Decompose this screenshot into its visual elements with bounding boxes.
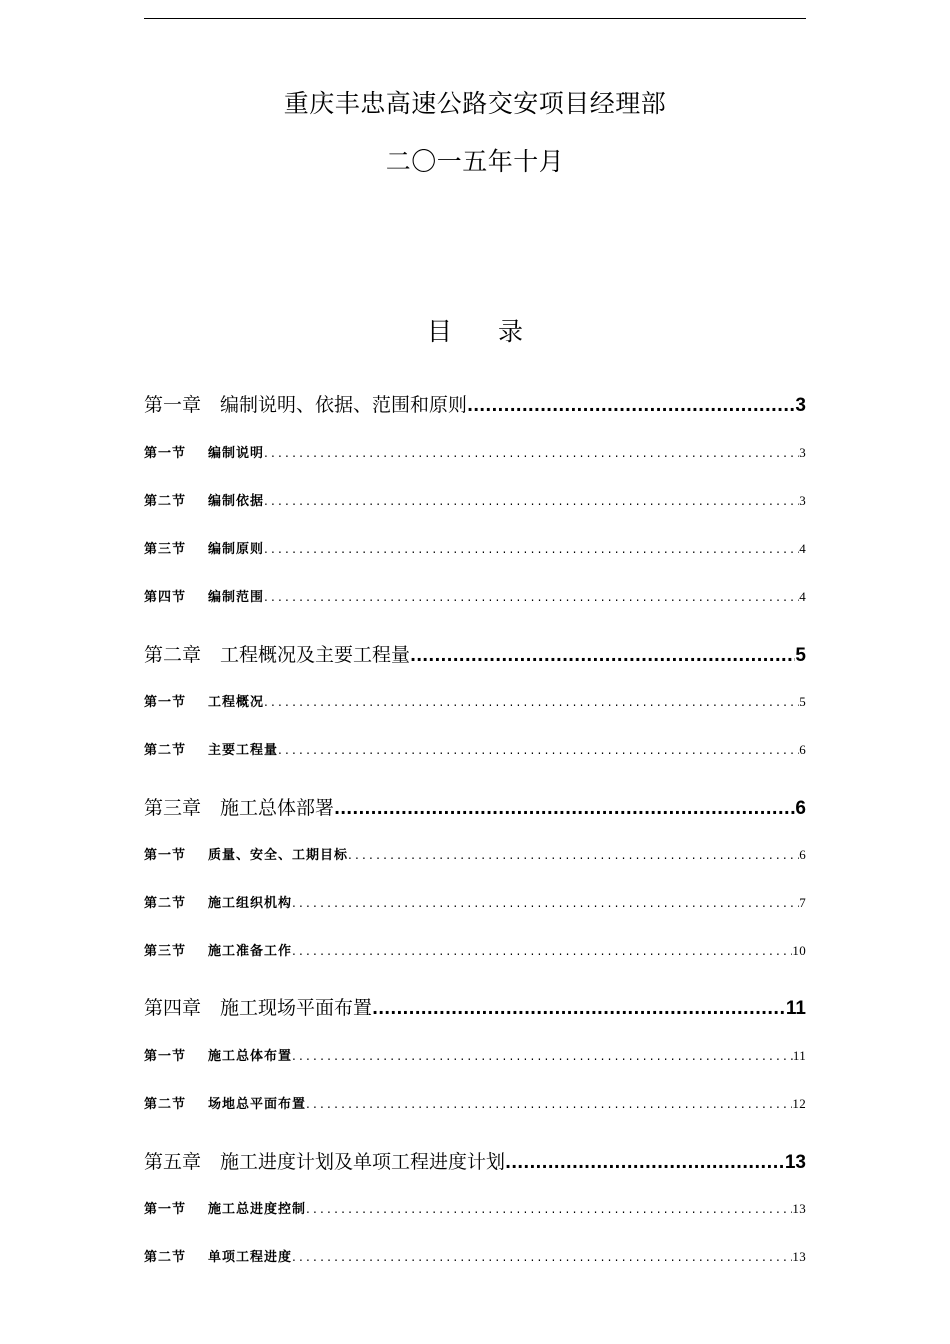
- toc-section-row[interactable]: [144, 1200, 806, 1219]
- toc-chapter-row[interactable]: [144, 643, 806, 668]
- section-page-number: 3: [799, 493, 806, 508]
- dot-leader: [292, 894, 799, 912]
- dot-leader: [292, 1047, 793, 1065]
- section-title: 编制范围: [208, 590, 265, 605]
- section-page-number: 5: [799, 694, 806, 709]
- chapter-number: 第一章: [144, 394, 202, 416]
- section-title: 编制依据: [208, 494, 265, 509]
- toc-section-row[interactable]: [144, 846, 806, 865]
- section-page-number: 4: [799, 541, 806, 556]
- section-number: 第一节: [144, 848, 187, 863]
- organization-name: 重庆丰忠高速公路交安项目经理部: [283, 89, 667, 118]
- section-number: 第一节: [144, 695, 187, 710]
- chapter-title: 编制说明、依据、范围和原则: [220, 394, 468, 416]
- chapter-page-number: 13: [784, 1152, 806, 1173]
- dot-leader: [278, 741, 799, 759]
- chapter-page-number: 6: [795, 798, 806, 819]
- dot-leader: [264, 693, 799, 711]
- section-page-number: 13: [792, 1201, 806, 1216]
- chapter-number: 第五章: [144, 1151, 202, 1173]
- chapter-page-number: 11: [785, 998, 806, 1019]
- document-date: 二〇一五年十月: [385, 147, 565, 176]
- section-title: 单项工程进度: [208, 1250, 293, 1265]
- section-title: 编制原则: [208, 542, 265, 557]
- section-number: 第二节: [144, 743, 187, 758]
- section-page-number: 6: [799, 742, 806, 757]
- dot-leader: [410, 644, 795, 668]
- toc-section-row[interactable]: [144, 894, 806, 913]
- section-title: 质量、安全、工期目标: [208, 848, 349, 863]
- section-page-number: 11: [792, 1048, 806, 1063]
- dot-leader: [264, 588, 799, 606]
- toc-section-row[interactable]: [144, 444, 806, 463]
- toc-section-row[interactable]: [144, 693, 806, 712]
- toc-section-row[interactable]: [144, 1047, 806, 1066]
- section-number: 第三节: [144, 944, 187, 959]
- section-number: 第三节: [144, 542, 187, 557]
- section-title: 编制说明: [208, 446, 265, 461]
- dot-leader: [372, 997, 786, 1021]
- section-page-number: 13: [792, 1249, 806, 1264]
- dot-leader: [264, 444, 799, 462]
- section-title: 主要工程量: [208, 743, 279, 758]
- toc-section-row[interactable]: [144, 492, 806, 511]
- section-number: 第二节: [144, 896, 187, 911]
- toc-chapter-row[interactable]: [144, 996, 806, 1021]
- toc-section-row[interactable]: [144, 540, 806, 559]
- dot-leader: [467, 394, 795, 418]
- toc-section-row[interactable]: [144, 1095, 806, 1114]
- section-page-number: 10: [792, 943, 806, 958]
- dot-leader: [306, 1200, 792, 1218]
- header-rule: [144, 18, 806, 19]
- toc-section-row[interactable]: [144, 942, 806, 961]
- toc-title-right: 录: [498, 317, 524, 346]
- chapter-number: 第三章: [144, 797, 202, 819]
- chapter-number: 第二章: [144, 644, 202, 666]
- dot-leader: [292, 942, 792, 960]
- dot-leader: [306, 1095, 792, 1113]
- chapter-title: 工程概况及主要工程量: [220, 644, 411, 666]
- dot-leader: [264, 540, 799, 558]
- section-page-number: 12: [792, 1096, 806, 1111]
- dot-leader: [348, 846, 799, 864]
- section-page-number: 7: [799, 895, 806, 910]
- section-number: 第二节: [144, 494, 187, 509]
- section-title: 施工准备工作: [208, 944, 293, 959]
- toc-section-row[interactable]: [144, 1248, 806, 1267]
- toc-section-row[interactable]: [144, 741, 806, 760]
- dot-leader: [264, 492, 799, 510]
- toc-section-row[interactable]: [144, 588, 806, 607]
- section-number: 第一节: [144, 1202, 187, 1217]
- section-title: 工程概况: [208, 695, 265, 710]
- section-title: 施工组织机构: [208, 896, 293, 911]
- section-title: 施工总体布置: [208, 1049, 293, 1064]
- chapter-title: 施工总体部署: [220, 797, 335, 819]
- section-title: 场地总平面布置: [208, 1097, 307, 1112]
- chapter-title: 施工进度计划及单项工程进度计划: [220, 1151, 506, 1173]
- section-number: 第二节: [144, 1097, 187, 1112]
- chapter-number: 第四章: [144, 997, 202, 1019]
- section-title: 施工总进度控制: [208, 1202, 307, 1217]
- dot-leader: [292, 1248, 792, 1266]
- chapter-page-number: 5: [795, 645, 806, 666]
- section-number: 第二节: [144, 1250, 187, 1265]
- toc-chapter-row[interactable]: [144, 393, 806, 418]
- section-page-number: 3: [799, 445, 806, 460]
- toc-title-left: 目: [426, 317, 452, 346]
- section-number: 第四节: [144, 590, 187, 605]
- chapter-page-number: 3: [795, 395, 806, 416]
- section-number: 第一节: [144, 1049, 187, 1064]
- dot-leader: [505, 1151, 785, 1175]
- section-page-number: 6: [799, 847, 806, 862]
- dot-leader: [334, 797, 795, 821]
- section-number: 第一节: [144, 446, 187, 461]
- toc-chapter-row[interactable]: [144, 1150, 806, 1175]
- chapter-title: 施工现场平面布置: [220, 997, 373, 1019]
- toc-chapter-row[interactable]: [144, 796, 806, 821]
- toc-title: [0, 317, 950, 347]
- section-page-number: 4: [799, 589, 806, 604]
